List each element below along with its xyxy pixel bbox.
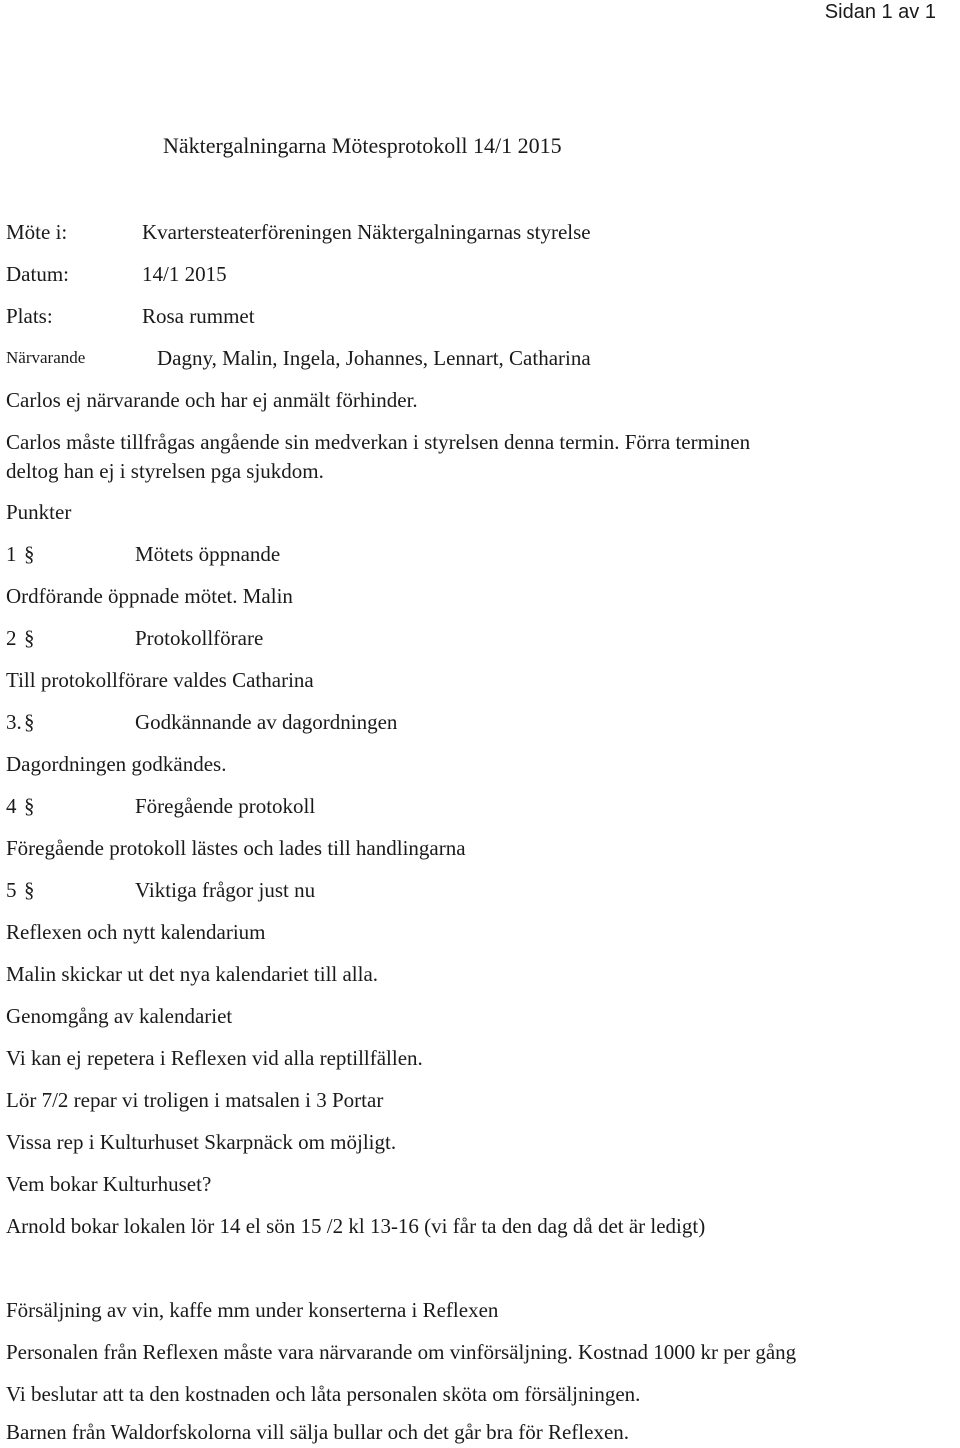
paragraph-mark-icon: § xyxy=(24,542,35,566)
attendees-label: Närvarande xyxy=(6,348,86,367)
point-2-text: Till protokollförare valdes Catharina xyxy=(6,668,314,692)
carlos-note-line-1: Carlos måste tillfrågas angående sin medverkan i styrelsen denna termin. Förra terminen xyxy=(6,430,751,454)
point-4-text: Föregående protokoll lästes och lades till handlingarna xyxy=(6,836,466,860)
meeting-value: Kvartersteaterföreningen Näktergalningarnas styrelse xyxy=(142,220,591,244)
body-line-sales: Försäljning av vin, kaffe mm under konserterna i Reflexen xyxy=(6,1298,499,1322)
point-1-title: Mötets öppnande xyxy=(135,542,281,566)
point-2-heading xyxy=(6,626,263,650)
point-1-heading xyxy=(6,542,280,566)
point-1-text: Ordförande öppnade mötet. Malin xyxy=(6,584,293,608)
point-3-number: 3. xyxy=(6,710,22,734)
page-number: Sidan 1 av 1 xyxy=(824,1,936,23)
body-line-decision: Vi beslutar att ta den kostnaden och låta personalen sköta om försäljningen. xyxy=(6,1382,641,1406)
paragraph-mark-icon: § xyxy=(24,878,35,902)
point-3-heading xyxy=(6,710,397,734)
body-line-malin-calendar: Malin skickar ut det nya kalendariet till alla. xyxy=(6,962,379,986)
body-line-reflexen: Reflexen och nytt kalendarium xyxy=(6,920,266,944)
attendees-value: Dagny, Malin, Ingela, Johannes, Lennart, Catharina xyxy=(157,346,591,370)
paragraph-mark-icon: § xyxy=(24,710,35,734)
date-label: Datum: xyxy=(6,262,69,286)
place-label: Plats: xyxy=(6,304,53,328)
point-5-heading xyxy=(6,878,315,902)
body-line-arnold: Arnold bokar lokalen lör 14 el sön 15 /2 kl 13-16 (vi får ta den dag då det är ledigt) xyxy=(6,1214,706,1238)
body-line-staff: Personalen från Reflexen måste vara närvarande om vinförsäljning. Kostnad 1000 kr per gång xyxy=(6,1340,797,1364)
point-4-title: Föregående protokoll xyxy=(135,794,316,818)
point-2-title: Protokollförare xyxy=(135,626,264,650)
place-value: Rosa rummet xyxy=(142,304,255,328)
paragraph-mark-icon: § xyxy=(24,626,35,650)
body-line-calendar-review: Genomgång av kalendariet xyxy=(6,1004,233,1028)
body-line-who-books: Vem bokar Kulturhuset? xyxy=(6,1172,212,1196)
point-5-title: Viktiga frågor just nu xyxy=(135,878,316,902)
point-3-text: Dagordningen godkändes. xyxy=(6,752,227,776)
body-line-saturday: Lör 7/2 repar vi troligen i matsalen i 3 Portar xyxy=(6,1088,384,1112)
point-1-number: 1 xyxy=(6,542,17,566)
body-line-rehearsal: Vi kan ej repetera i Reflexen vid alla reptillfällen. xyxy=(6,1046,423,1070)
paragraph-mark-icon: § xyxy=(24,794,35,818)
point-4-heading xyxy=(6,794,315,818)
meeting-label: Möte i: xyxy=(6,220,68,244)
points-heading: Punkter xyxy=(6,500,72,524)
document-title: Näktergalningarna Mötesprotokoll 14/1 2015 xyxy=(163,133,562,158)
point-5-number: 5 xyxy=(6,878,17,902)
point-3-title: Godkännande av dagordningen xyxy=(135,710,398,734)
point-4-number: 4 xyxy=(6,794,17,818)
carlos-absent-line: Carlos ej närvarande och har ej anmält förhinder. xyxy=(6,388,418,412)
body-line-waldorf: Barnen från Waldorfskolorna vill sälja bullar och det går bra för Reflexen. xyxy=(6,1420,630,1444)
point-2-number: 2 xyxy=(6,626,17,650)
carlos-note-line-2: deltog han ej i styrelsen pga sjukdom. xyxy=(6,459,324,483)
body-line-kulturhuset: Vissa rep i Kulturhuset Skarpnäck om möjligt. xyxy=(6,1130,397,1154)
date-value: 14/1 2015 xyxy=(142,262,227,286)
